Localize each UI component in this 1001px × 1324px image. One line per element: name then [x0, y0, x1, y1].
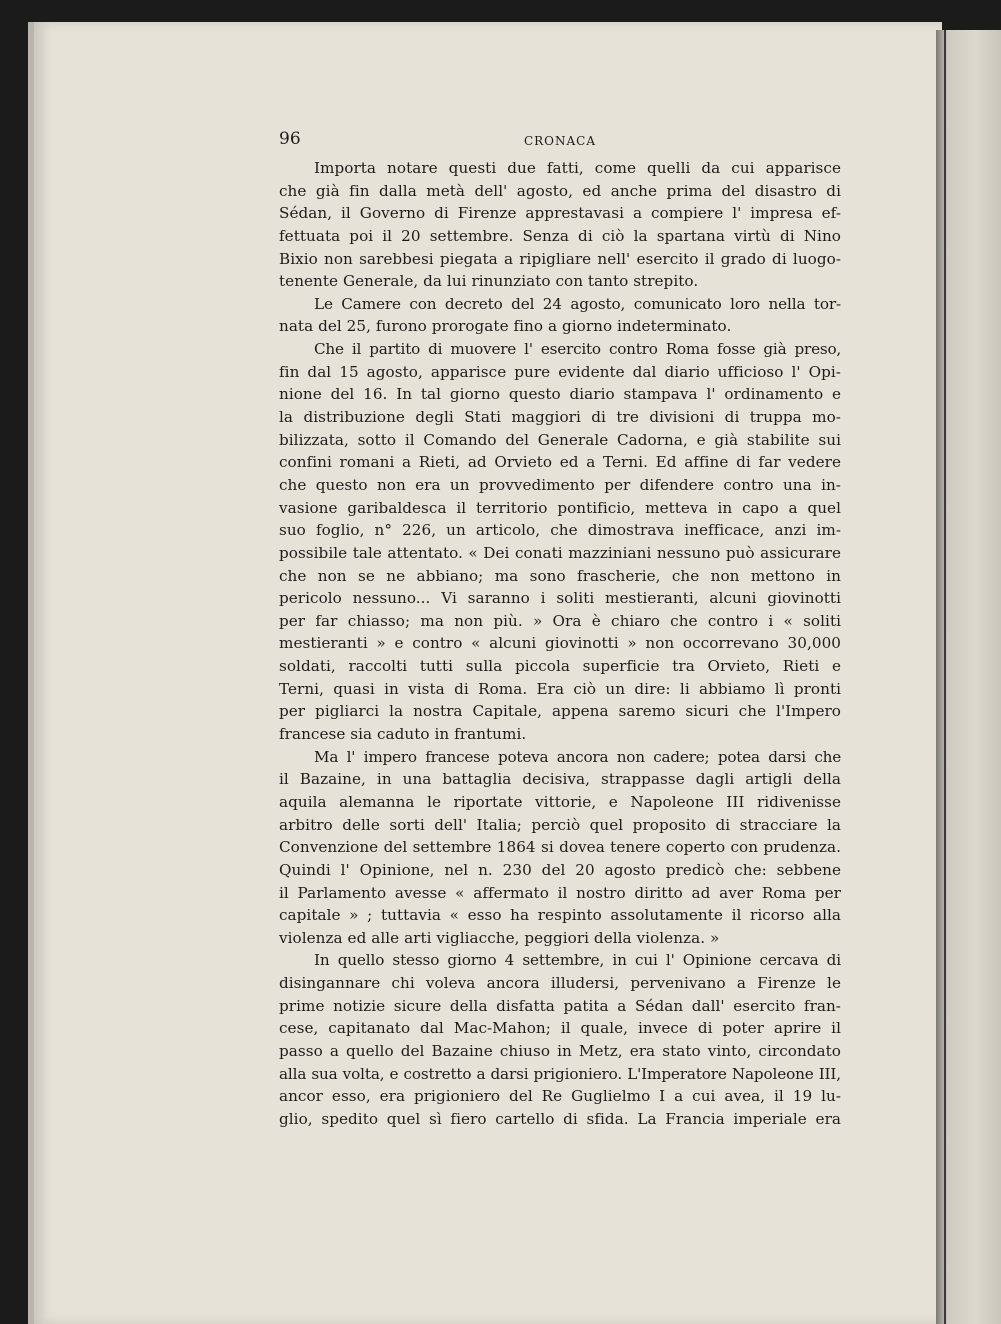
text-line: Quindi l' Opinione, nel n. 230 del 20 agosto predicò che: sebbene: [279, 860, 841, 879]
facing-page-edge: [936, 30, 1001, 1324]
text-line: disingannare chi voleva ancora illudersi, pervenivano a Firenze le: [279, 974, 841, 993]
text-line: arbitro delle sorti dell' Italia; perciò quel proposito di stracciare la: [279, 815, 841, 834]
text-line: francese sia caduto in frantumi.: [279, 725, 527, 744]
text-line: pericolo nessuno... Vi saranno i soliti mestieranti, alcuni giovinotti: [279, 589, 841, 608]
text-line: Che il partito di muovere l' esercito contro Roma fosse già preso,: [314, 340, 841, 359]
text-line: prime notizie sicure della disfatta patita a Sédan dall' esercito fran-: [279, 996, 841, 1015]
text-line: nata del 25, furono prorogate fino a giorno indeterminato.: [279, 317, 732, 336]
text-line: per pigliarci la nostra Capitale, appena saremo sicuri che l'Impero: [279, 702, 841, 721]
text-line: In quello stesso giorno 4 settembre, in cui l' Opinione cercava di: [314, 951, 841, 970]
text-line: per far chiasso; ma non più. » Ora è chiaro che contro i « soliti: [279, 611, 841, 630]
text-line: che questo non era un provvedimento per difendere contro una in-: [279, 475, 841, 494]
text-line: glio, spedito quel sì fiero cartello di sfida. La Francia imperiale era: [279, 1109, 841, 1128]
text-line: ancor esso, era prigioniero del Re Guglielmo I a cui avea, il 19 lu-: [279, 1087, 841, 1106]
text-line: bilizzata, sotto il Comando del Generale Cadorna, e già stabilite sui: [279, 430, 841, 449]
text-line: passo a quello del Bazaine chiuso in Metz, era stato vinto, circondato: [279, 1041, 841, 1060]
text-line: suo foglio, n° 226, un articolo, che dimostrava inefficace, anzi im-: [279, 521, 841, 540]
text-line: che non se ne abbiano; ma sono frascherie, che non mettono in: [279, 566, 841, 585]
text-line: fettuata poi il 20 settembre. Senza di ciò la spartana virtù di Nino: [279, 226, 841, 245]
text-line: capitale » ; tuttavia « esso ha respinto assolutamente il ricorso alla: [279, 906, 841, 925]
text-line: Terni, quasi in vista di Roma. Era ciò un dire: li abbiamo lì pronti: [279, 679, 841, 698]
text-line: la distribuzione degli Stati maggiori di tre divisioni di truppa mo-: [279, 408, 841, 427]
text-line: alla sua volta, e costretto a darsi prigioniero. L'Imperatore Napoleone III,: [279, 1064, 841, 1083]
header-title: CRONACA: [523, 134, 597, 148]
text-line: Bixio non sarebbesi piegata a ripigliare nell' esercito il grado di luogo-: [279, 249, 841, 268]
text-line: che già fin dalla metà dell' agosto, ed anche prima del disastro di: [279, 181, 841, 200]
text-line: possibile tale attentato. « Dei conati mazziniani nessuno può assicurare: [279, 543, 841, 562]
text-line: Importa notare questi due fatti, come quelli da cui apparisce: [314, 159, 841, 177]
text-line: mestieranti » e contro « alcuni giovinotti » non occorrevano 30,000: [279, 634, 841, 653]
text-line: nione del 16. In tal giorno questo diario stampava l' ordinamento e: [279, 385, 841, 404]
text-line: il Bazaine, in una battaglia decisiva, strappasse dagli artigli della: [279, 770, 841, 789]
text-line: vasione garibaldesca il territorio pontificio, metteva in capo a quel: [279, 498, 841, 517]
text-line: Sédan, il Governo di Firenze apprestavasi a compiere l' impresa ef-: [279, 204, 841, 223]
text-line: Convenzione del settembre 1864 si dovea tenere coperto con prudenza.: [279, 838, 841, 857]
text-line: violenza ed alle arti vigliacche, peggiori della violenza. »: [279, 928, 720, 947]
running-head: [279, 128, 841, 152]
text-line: Ma l' impero francese poteva ancora non cadere; potea darsi che: [314, 747, 841, 766]
text-line: cese, capitanato dal Mac-Mahon; il quale, invece di poter aprire il: [279, 1019, 841, 1038]
text-line: soldati, raccolti tutti sulla piccola superficie tra Orvieto, Rieti e: [279, 657, 841, 676]
text-line: il Parlamento avesse « affermato il nostro diritto ad aver Roma per: [279, 883, 841, 902]
binding-line: [944, 30, 946, 1324]
text-line: Le Camere con decreto del 24 agosto, comunicato loro nella tor-: [314, 294, 841, 313]
text-block: [279, 128, 841, 1131]
page-number: 96: [279, 129, 301, 149]
text-line: fin dal 15 agosto, apparisce pure evidente dal diario ufficioso l' Opi-: [279, 362, 841, 381]
text-line: tenente Generale, da lui rinunziato con tanto strepito.: [279, 272, 699, 291]
text-line: aquila alemanna le riportate vittorie, e Napoleone III ridivenisse: [279, 792, 841, 811]
text-line: confini romani a Rieti, ad Orvieto ed a Terni. Ed affine di far vedere: [279, 453, 841, 472]
